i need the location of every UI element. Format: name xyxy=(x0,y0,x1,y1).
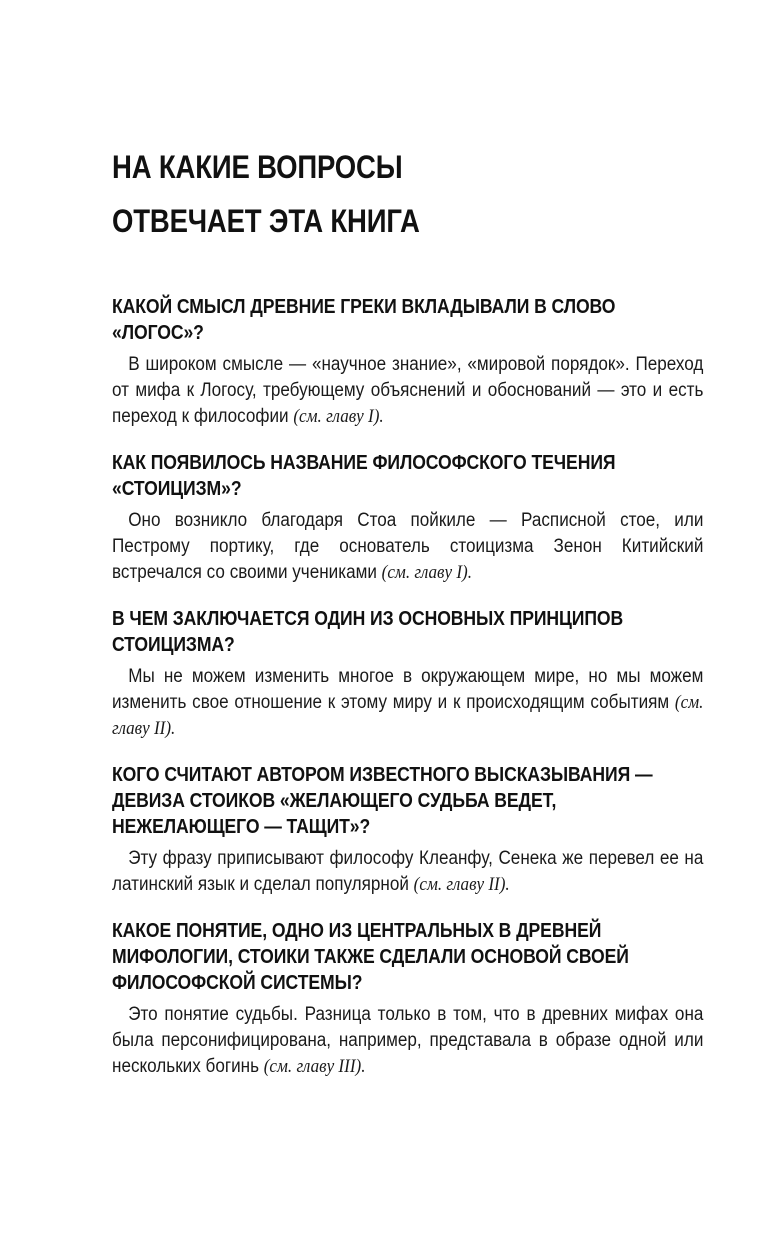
book-page xyxy=(112,140,704,1080)
answer-paragraph xyxy=(112,846,703,898)
qa-item-fate xyxy=(112,918,704,1080)
question-heading: В ЧЕМ ЗАКЛЮЧАЕТСЯ ОДИН ИЗ ОСНОВНЫХ ПРИНЦИПОВ СТОИЦИЗМА? xyxy=(112,608,624,656)
qa-item-stoicism-principle xyxy=(112,606,704,742)
page-title-line-1: НА КАКИЕ ВОПРОСЫ xyxy=(112,149,403,185)
answer-paragraph xyxy=(112,508,703,586)
answer-text: Мы не можем изменить многое в окружающем мире, но мы можем изменить свое отношение к этому миру и к происходящим событиям xyxy=(112,666,704,713)
answer-text: В широком смысле — «научное знание», «мировой порядок». Переход от мифа к Логосу, требующему объяснений и обоснований — это и есть переход к философии xyxy=(112,354,704,427)
answer-text: Это понятие судьбы. Разница только в том, что в древних мифах она была персонифицирована, например, представала в образе одной или нескольких богинь xyxy=(112,1004,704,1077)
question-heading: КАКОЙ СМЫСЛ ДРЕВНИЕ ГРЕКИ ВКЛАДЫВАЛИ В СЛОВО «ЛОГОС»? xyxy=(112,296,616,344)
qa-list xyxy=(112,294,704,1080)
question-heading: КОГО СЧИТАЮТ АВТОРОМ ИЗВЕСТНОГО ВЫСКАЗЫВАНИЯ — ДЕВИЗА СТОИКОВ «ЖЕЛАЮЩЕГО СУДЬБА ВЕДЕТ, НЕЖЕЛАЮЩЕГО — ТАЩИТ»? xyxy=(112,764,653,838)
page-title xyxy=(112,140,703,248)
chapter-reference: (см. главу II). xyxy=(112,692,704,739)
qa-item-stoicism-name xyxy=(112,450,704,586)
question-heading: КАК ПОЯВИЛОСЬ НАЗВАНИЕ ФИЛОСОФСКОГО ТЕЧЕНИЯ «СТОИЦИЗМ»? xyxy=(112,452,616,500)
answer-text: Эту фразу приписывают философу Клеанфу, Сенека же перевел ее на латинский язык и сделал популярной xyxy=(112,848,704,895)
chapter-reference: (см. главу III). xyxy=(263,1056,366,1077)
page-title-line-2: ОТВЕЧАЕТ ЭТА КНИГА xyxy=(112,203,420,239)
qa-item-stoic-motto xyxy=(112,762,704,898)
chapter-reference: (см. главу I). xyxy=(381,562,473,583)
qa-item-logos xyxy=(112,294,704,430)
question-heading: КАКОЕ ПОНЯТИЕ, ОДНО ИЗ ЦЕНТРАЛЬНЫХ В ДРЕВНЕЙ МИФОЛОГИИ, СТОИКИ ТАКЖЕ СДЕЛАЛИ ОСНОВОЙ СВОЕЙ ФИЛОСОФСКОЙ СИСТЕМЫ? xyxy=(112,920,629,994)
answer-paragraph xyxy=(112,1002,703,1080)
answer-paragraph xyxy=(112,664,703,742)
chapter-reference: (см. главу II). xyxy=(413,874,510,895)
chapter-reference: (см. главу I). xyxy=(293,406,384,427)
answer-text: Оно возникло благодаря Стоа пойкиле — Расписной стое, или Пестрому портику, где основатель стоицизма Зенон Китийский встречался со своими учениками xyxy=(112,510,704,583)
answer-paragraph xyxy=(112,352,703,430)
